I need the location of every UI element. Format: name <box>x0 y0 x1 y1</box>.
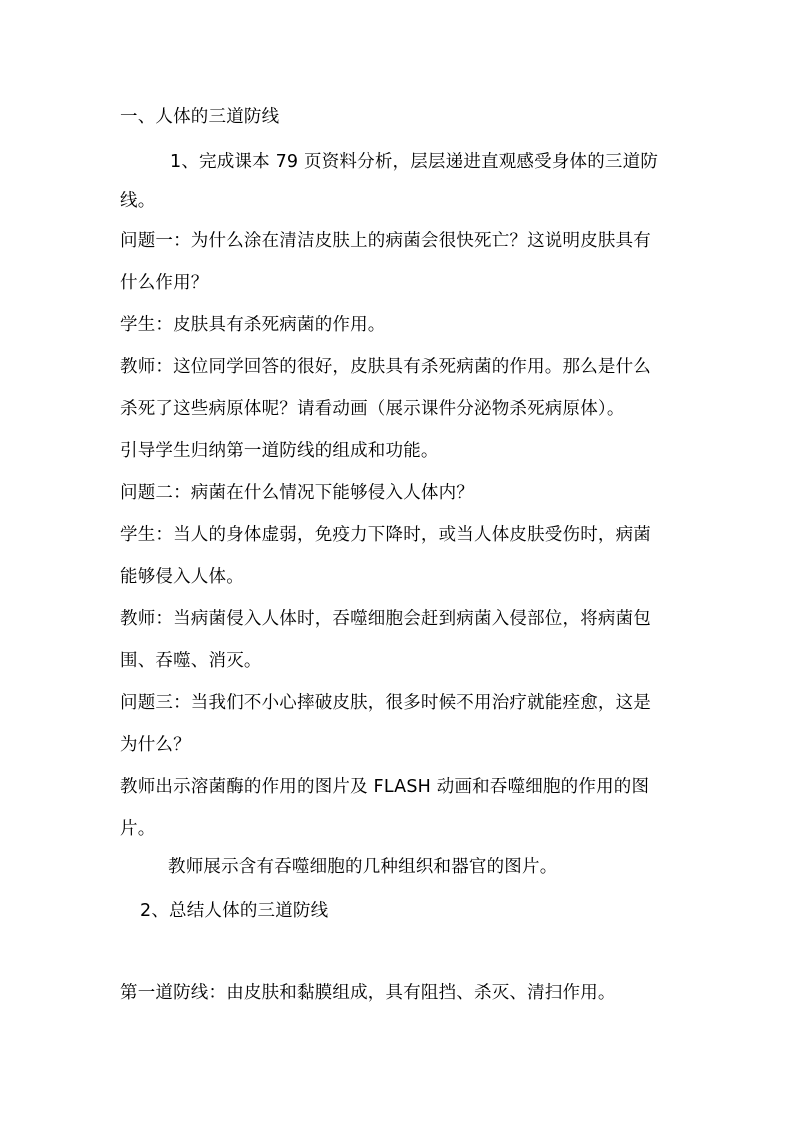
paragraph-line: 教师展示含有吞噬细胞的几种组织和器官的图片。 <box>168 857 558 877</box>
paragraph-line: 第一道防线：由皮肤和黏膜组成，具有阻挡、杀灭、清扫作用。 <box>120 983 616 1003</box>
paragraph-line: 教师出示溶菌酶的作用的图片及 FLASH 动画和吞噬细胞的作用的图 <box>120 777 650 797</box>
paragraph-line: 学生：当人的身体虚弱，免疫力下降时，或当人体皮肤受伤时，病菌 <box>120 525 651 545</box>
section-heading: 一、人体的三道防线 <box>120 107 280 127</box>
paragraph-line: 什么作用？ <box>120 273 209 293</box>
paragraph-line: 问题一：为什么涂在清洁皮肤上的病菌会很快死亡？这说明皮肤具有 <box>120 231 651 251</box>
paragraph-line: 问题二：病菌在什么情况下能够侵入人体内？ <box>120 483 474 503</box>
paragraph-line: 片。 <box>120 819 156 839</box>
paragraph-line: 学生：皮肤具有杀死病菌的作用。 <box>120 315 386 335</box>
paragraph-line: 教师：这位同学回答的很好，皮肤具有杀死病菌的作用。那么是什么 <box>120 357 651 377</box>
paragraph-line: 为什么？ <box>120 735 191 755</box>
subsection-heading: 2、总结人体的三道防线 <box>140 901 329 921</box>
paragraph-line: 能够侵入人体。 <box>120 567 244 587</box>
paragraph-line: 教师：当病菌侵入人体时，吞噬细胞会赶到病菌入侵部位，将病菌包 <box>120 609 651 629</box>
paragraph-line: 引导学生归纳第一道防线的组成和功能。 <box>120 441 439 461</box>
paragraph-line: 线。 <box>120 191 156 211</box>
paragraph-line: 杀死了这些病原体呢？请看动画（展示课件分泌物杀死病原体）。 <box>120 399 625 419</box>
paragraph-line: 问题三：当我们不小心摔破皮肤，很多时候不用治疗就能痊愈，这是 <box>120 693 651 713</box>
paragraph-line: 围、吞噬、消灭。 <box>120 651 262 671</box>
paragraph-line: 1、完成课本 79 页资料分析，层层递进直观感受身体的三道防 <box>170 152 659 172</box>
